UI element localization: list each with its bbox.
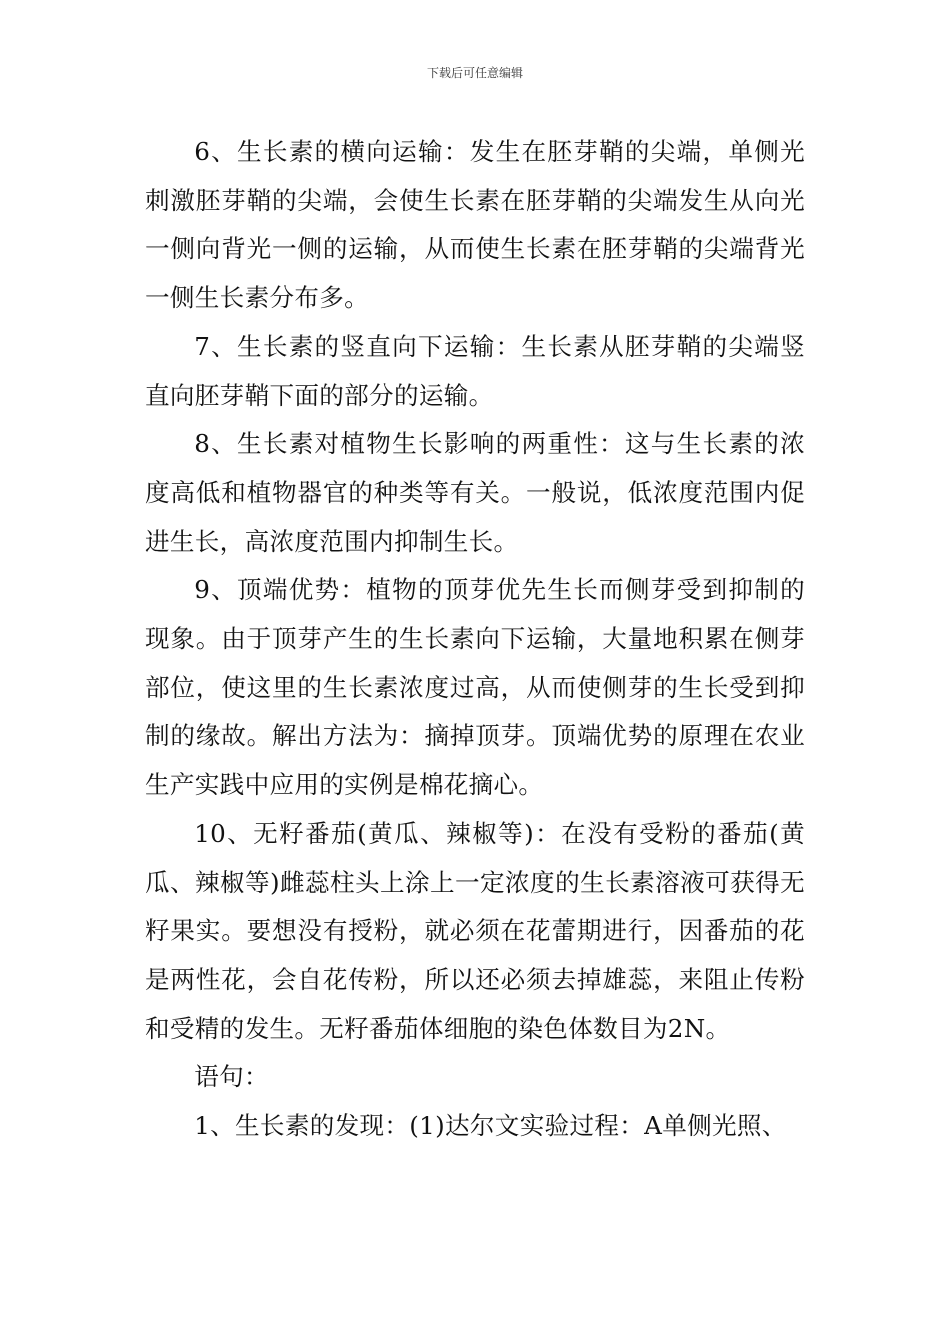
page-header: 下载后可任意编辑	[426, 66, 523, 80]
paragraph-sentences-heading: 语句：	[194, 1062, 269, 1092]
document-body	[145, 128, 805, 1151]
paragraph-auxin-discovery: 1、生长素的发现：(1)达尔文实验过程：A单侧光照、	[194, 1111, 787, 1141]
paragraph-apical-dominance: 9、顶端优势：植物的顶芽优先生长而侧芽受到抑制的现象。由于顶芽产生的生长素向下运输，大量地积累在侧芽部位，使这里的生长素浓度过高，从而使侧芽的生长受到抑制的缘故。解出方法为：摘掉顶芽。顶端优势的原理在农业生产实践中应用的实例是棉花摘心。	[145, 575, 805, 800]
paragraph-dual-effect: 8、生长素对植物生长影响的两重性：这与生长素的浓度高低和植物器官的种类等有关。一般说，低浓度范围内促进生长，高浓度范围内抑制生长。	[145, 429, 805, 556]
paragraph-vertical-transport: 7、生长素的竖直向下运输：生长素从胚芽鞘的尖端竖直向胚芽鞘下面的部分的运输。	[145, 331, 805, 410]
paragraph-seedless-tomato: 10、无籽番茄(黄瓜、辣椒等)：在没有受粉的番茄(黄瓜、辣椒等)雌蕊柱头上涂上一定浓度的生长素溶液可获得无籽果实。要想没有授粉，就必须在花蕾期进行，因番茄的花是两性花，会自花传粉，所以还必须去掉雄蕊，来阻止传粉和受精的发生。无籽番茄体细胞的染色体数目为2N。	[145, 818, 805, 1043]
paragraph-lateral-transport: 6、生长素的横向运输：发生在胚芽鞘的尖端，单侧光刺激胚芽鞘的尖端，会使生长素在胚芽鞘的尖端发生从向光一侧向背光一侧的运输，从而使生长素在胚芽鞘的尖端背光一侧生长素分布多。	[145, 137, 805, 313]
